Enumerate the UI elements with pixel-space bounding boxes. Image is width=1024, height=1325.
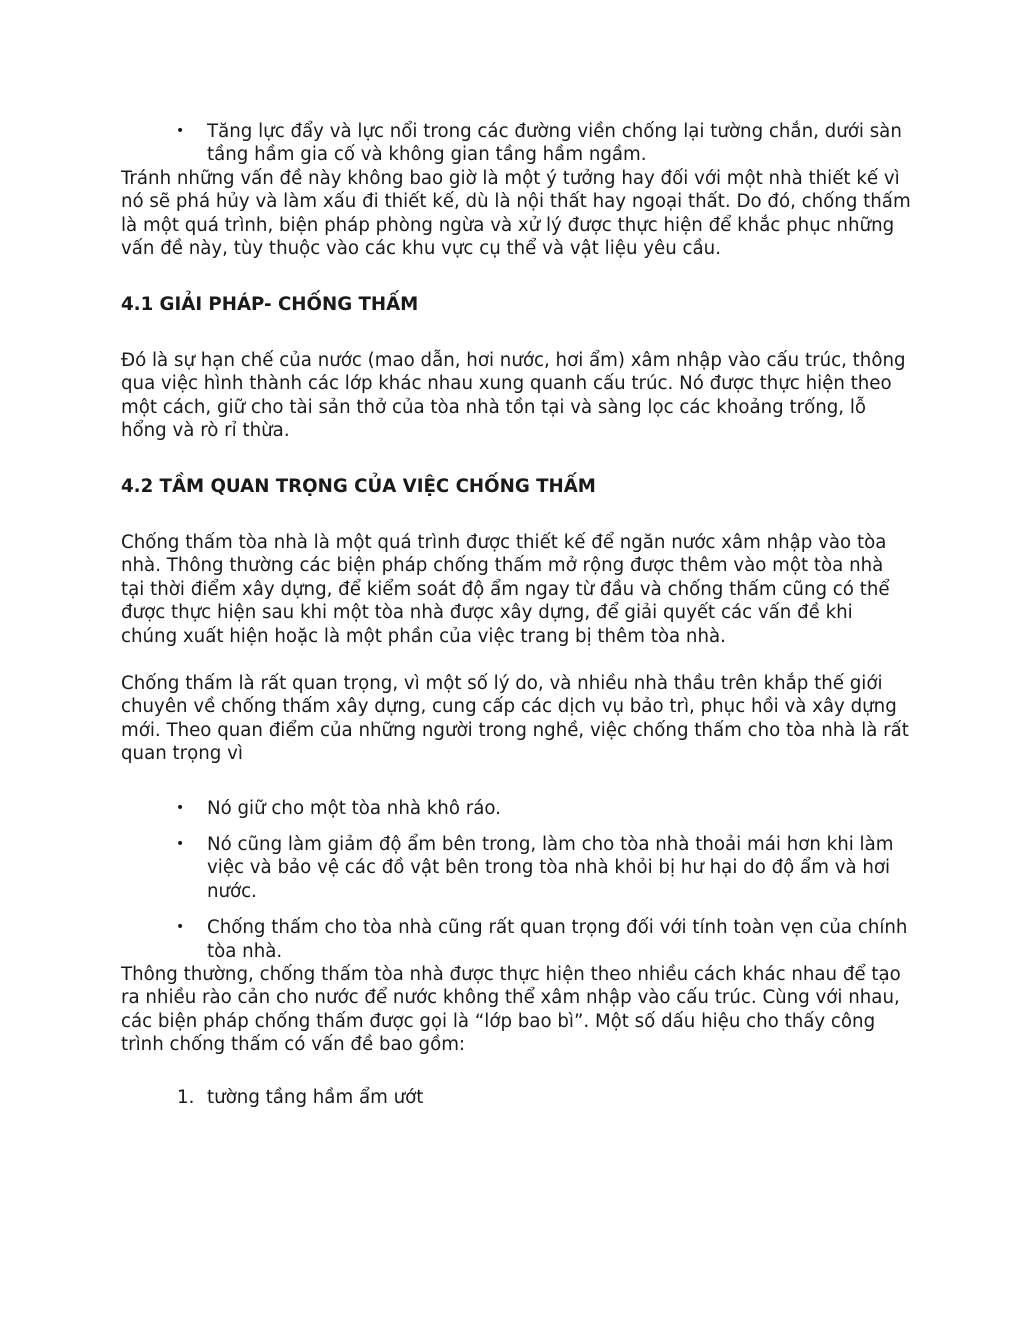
bullet-marker: • — [176, 799, 185, 816]
list-number: 1. — [177, 1086, 195, 1108]
bullet-marker: • — [176, 919, 185, 936]
list-item-text: Nó giữ cho một tòa nhà khô ráo. — [207, 797, 501, 819]
paragraph-importance: Chống thấm tòa nhà là một quá trình được thiết kế để ngăn nước xâm nhập vào tòa nhà. Thông thường các biện pháp chống thấm mở rộng được thêm vào một tòa nhà tại thời điểm xây dựng, để kiểm soát độ ẩm ngay từ đầu và chống thấm cũng có thể được thực hiện sau khi một tòa nhà được xây dựng, để giải quyết các vấn đề khi chúng xuất hiện hoặc là một phần của việc trang bị thêm tòa nhà. — [121, 531, 890, 647]
bullet-list-top — [121, 120, 911, 167]
paragraph-signs: Thông thường, chống thấm tòa nhà được thực hiện theo nhiều cách khác nhau để tạo ra nhiều rào cản cho nước để nước không thể xâm nhập vào cấu trúc. Cùng với nhau, các biện pháp chống thấm được gọi là “lớp bao bì”. Một số dấu hiệu cho thấy công trình chống thấm có vấn đề bao gồm: — [121, 963, 901, 1056]
list-item — [121, 1086, 911, 1109]
section-heading-4-1: 4.1 GIẢI PHÁP- CHỐNG THẤM — [121, 294, 419, 316]
list-item — [121, 797, 911, 820]
bullet-list-reasons — [121, 797, 911, 963]
list-item-text: Tăng lực đẩy và lực nổi trong các đường viền chống lại tường chắn, dưới sàn tầng hầm gia cố và không gian tầng hầm ngầm. — [207, 121, 902, 166]
numbered-list — [121, 1086, 911, 1109]
bullet-marker: • — [176, 835, 185, 852]
list-item — [121, 916, 911, 963]
document-page — [121, 120, 911, 1109]
list-item-text: Chống thấm cho tòa nhà cũng rất quan trọng đối với tính toàn vẹn của chính tòa nhà. — [207, 917, 908, 962]
paragraph-intro: Tránh những vấn đề này không bao giờ là một ý tưởng hay đối với một nhà thiết kế vì nó sẽ phá hủy và làm xấu đi thiết kế, dù là nội thất hay ngoại thất. Do đó, chống thấm là một quá trình, biện pháp phòng ngừa và xử lý được thực hiện để khắc phục những vấn đề này, tùy thuộc vào các khu vực cụ thể và vật liệu yêu cầu. — [121, 167, 911, 260]
section-heading-4-2: 4.2 TẦM QUAN TRỌNG CỦA VIỆC CHỐNG THẤM — [121, 476, 596, 498]
paragraph-reasons: Chống thấm là rất quan trọng, vì một số lý do, và nhiều nhà thầu trên khắp thế giới chuyên về chống thấm xây dựng, cung cấp các dịch vụ bảo trì, phục hồi và xây dựng mới. Theo quan điểm của những người trong nghề, việc chống thấm cho tòa nhà là rất quan trọng vì — [121, 672, 909, 765]
list-item-text: Nó cũng làm giảm độ ẩm bên trong, làm cho tòa nhà thoải mái hơn khi làm việc và bảo vệ các đồ vật bên trong tòa nhà khỏi bị hư hại do độ ẩm và hơi nước. — [207, 833, 894, 902]
list-item-text: tường tầng hầm ẩm ướt — [207, 1086, 424, 1108]
list-item — [121, 120, 911, 167]
bullet-marker: • — [176, 123, 185, 139]
paragraph-definition: Đó là sự hạn chế của nước (mao dẫn, hơi nước, hơi ẩm) xâm nhập vào cấu trúc, thông qua việc hình thành các lớp khác nhau xung quanh cấu trúc. Nó được thực hiện theo một cách, giữ cho tài sản thở của tòa nhà tồn tại và sàng lọc các khoảng trống, lỗ hổng và rò rỉ thừa. — [121, 349, 906, 442]
list-item — [121, 833, 911, 903]
